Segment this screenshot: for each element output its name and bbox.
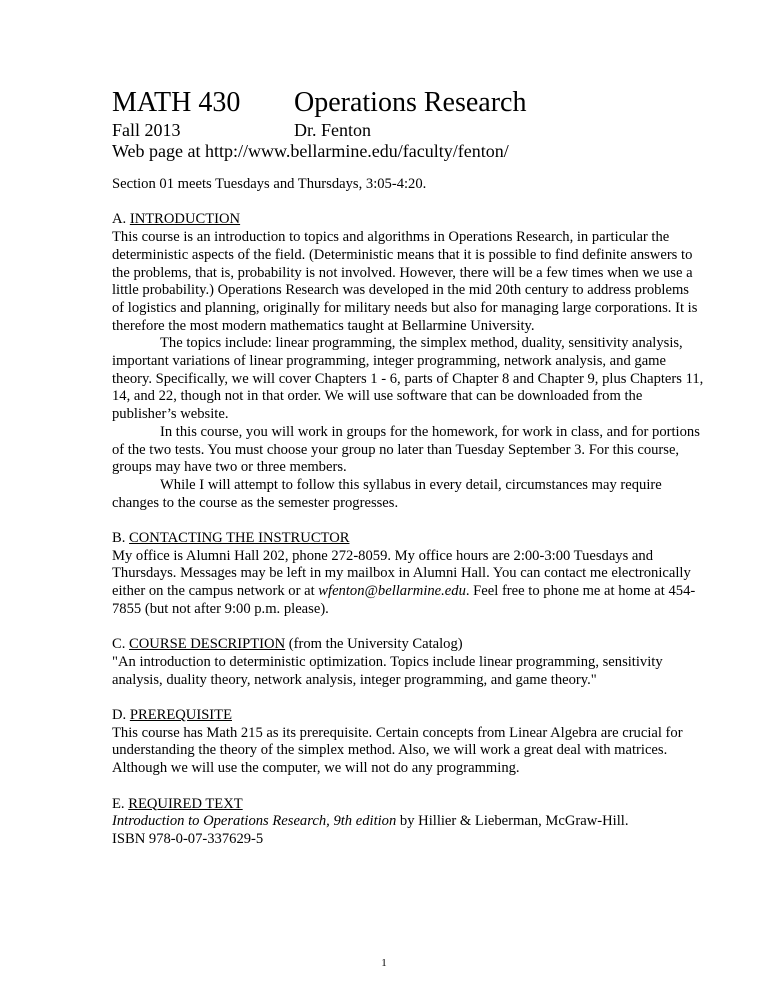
section-heading-required-text: E. REQUIRED TEXT <box>112 795 243 812</box>
instructor-email: wfenton@bellarmine.edu <box>318 583 466 600</box>
page-number: 1 <box>381 957 387 969</box>
contact-paragraph: My office is Alumni Hall 202, phone 272-8059. My office hours are 2:00-3:00 Tuesdays and Thursdays. Messages may be left in my mailbox in Alumni Hall. You can contact me electronically either on the campus network or at wfenton@bellarmine.edu. Feel free to phone me at home at 454-7855 (but not after 9:00 p.m. please). <box>112 547 696 617</box>
term-row <box>112 120 692 141</box>
book-title: Introduction to Operations Research, 9th edition <box>112 813 397 830</box>
intro-paragraph-3: In this course, you will work in groups for the homework, for work in class, and for portions of the two tests. You must choose your group no later than Tuesday September 3. For this course, groups may have two or three members. <box>112 423 700 476</box>
web-page-line: Web page at http://www.bellarmine.edu/faculty/fenton/ <box>112 141 509 161</box>
intro-paragraph-4: While I will attempt to follow this syllabus in every detail, circumstances may require changes to the course as the semester progresses. <box>112 476 662 511</box>
course-title-row <box>112 86 692 120</box>
schedule-line: Section 01 meets Tuesdays and Thursdays, 3:05-4:20. <box>112 176 427 192</box>
course-title: Operations Research <box>294 87 527 118</box>
description-paragraph: "An introduction to deterministic optimization. Topics include linear programming, sensitivity analysis, duality theory, network analysis, integer programming, and game theory." <box>112 653 663 688</box>
section-heading-contact: B. CONTACTING THE INSTRUCTOR <box>112 530 350 547</box>
isbn-line: ISBN 978-0-07-337629-5 <box>112 830 264 847</box>
section-heading-introduction: A. INTRODUCTION <box>112 211 241 228</box>
instructor: Dr. Fenton <box>294 120 372 140</box>
term: Fall 2013 <box>112 120 181 140</box>
section-heading-description: C. COURSE DESCRIPTION (from the University Catalog) <box>112 636 463 653</box>
intro-paragraph-2: The topics include: linear programming, the simplex method, duality, sensitivity analysis, important variations of linear programming, integer programming, network analysis, and game theory. Specifically, we will cover Chapters 1 - 6, parts of Chapter 8 and Chapter 9, plus Chapters 11, 14, and 22, though not in that order. We will use software that can be downloaded from the publisher’s website. <box>112 335 704 423</box>
syllabus-body <box>112 176 704 849</box>
section-heading-prerequisite: D. PREREQUISITE <box>112 707 232 724</box>
required-text-citation: Introduction to Operations Research, 9th edition by Hillier & Lieberman, McGraw-Hill. <box>112 813 629 830</box>
course-code: MATH 430 <box>112 87 241 118</box>
syllabus-header <box>112 86 692 162</box>
prerequisite-paragraph: This course has Math 215 as its prerequisite. Certain concepts from Linear Algebra are crucial for understanding the theory of the simplex method. Also, we will work a great deal with matrices. Although we will use the computer, we will not do any programming. <box>112 724 683 777</box>
intro-paragraph-1: This course is an introduction to topics and algorithms in Operations Research, in particular the deterministic aspects of the field. (Deterministic means that it is possible to find definite answers to the problems, that is, probability is not involved. However, there will be a few times when we use a little probability.) Operations Research was developed in the mid 20th century to address problems of logistics and planning, originally for military needs but also for managing large corporations. It is therefore the most modern mathematics taught at Bellarmine University. <box>112 229 698 334</box>
